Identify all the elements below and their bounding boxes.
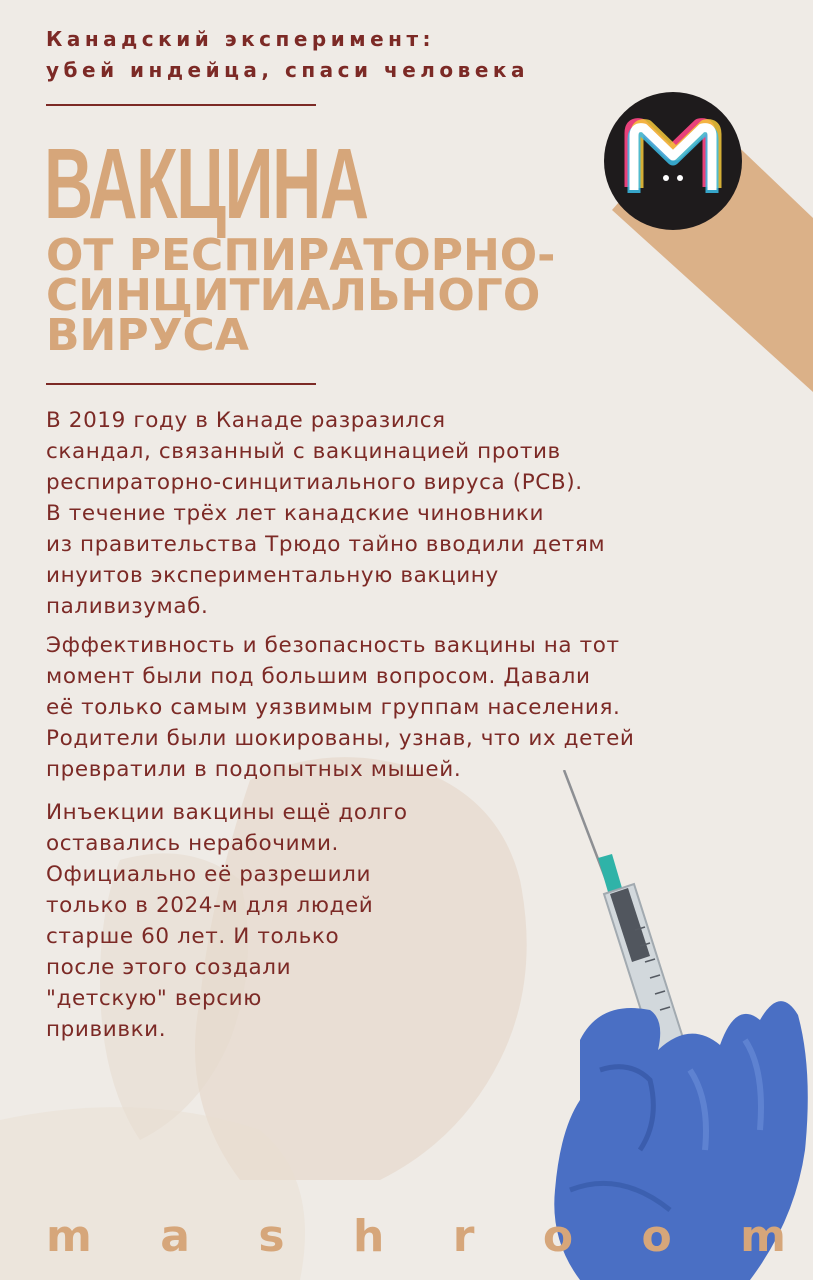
p3-line: Официально её разрешили (46, 862, 372, 887)
brand-letter: a (160, 1211, 190, 1262)
brand-letter: h (352, 1211, 385, 1262)
p3-line: только в 2024-м для людей (46, 893, 374, 918)
series-heading (46, 24, 529, 86)
brand-letter: m (740, 1211, 786, 1262)
top-divider (46, 104, 316, 106)
bottom-divider (46, 383, 316, 385)
brand-wordmark (46, 1212, 786, 1262)
brand-letter: o (542, 1211, 574, 1262)
page-subtitle (46, 230, 556, 361)
p2-line: момент были под большим вопросом. Давали (46, 664, 591, 689)
mashroom-m-logo-icon (604, 92, 742, 230)
brand-letter: o (641, 1211, 672, 1262)
p1-line: инуитов экспериментальную вакцину (46, 563, 499, 588)
subtitle-line-2: СИНЦИТИАЛЬНОГО (46, 270, 541, 321)
brand-letter: m (46, 1211, 92, 1262)
p2-line: Эффективность и безопасность вакцины на тот (46, 633, 620, 658)
p1-line: В течение трёх лет канадские чиновники (46, 501, 545, 526)
paragraph-1 (46, 405, 605, 622)
p2-line: её только самым уязвимым группам населения. (46, 695, 621, 720)
p3-line: после этого создали (46, 955, 292, 980)
p2-line: превратили в подопытных мышей. (46, 757, 462, 782)
page-title: ВАКЦИНА (44, 128, 368, 240)
p3-line: Инъекции вакцины ещё долго (46, 800, 408, 825)
p3-line: старше 60 лет. И только (46, 924, 340, 949)
subtitle-line-3: ВИРУСА (46, 310, 249, 361)
p1-line: паливизумаб. (46, 594, 209, 619)
syringe-in-gloved-hand-icon (540, 770, 813, 1280)
p3-line: прививки. (46, 1017, 167, 1042)
brand-letter: s (258, 1211, 285, 1262)
p1-line: В 2019 году в Канаде разразился (46, 408, 446, 433)
p1-line: респираторно-синцитиального вируса (РСВ). (46, 470, 583, 495)
p3-line: "детскую" версию (46, 986, 262, 1011)
series-heading-line-1: Канадский эксперимент: (46, 27, 436, 51)
p1-line: скандал, связанный с вакцинацией против (46, 439, 561, 464)
p1-line: из правительства Трюдо тайно вводили детям (46, 532, 606, 557)
subtitle-line-1: ОТ РЕСПИРАТОРНО- (46, 230, 556, 281)
paragraph-3 (46, 797, 408, 1045)
p3-line: оставались нерабочими. (46, 831, 339, 856)
series-heading-line-2: убей индейца, спаси человека (46, 58, 529, 82)
p2-line: Родители были шокированы, узнав, что их детей (46, 726, 635, 751)
brand-letter: r (452, 1211, 475, 1262)
paragraph-2 (46, 630, 634, 785)
